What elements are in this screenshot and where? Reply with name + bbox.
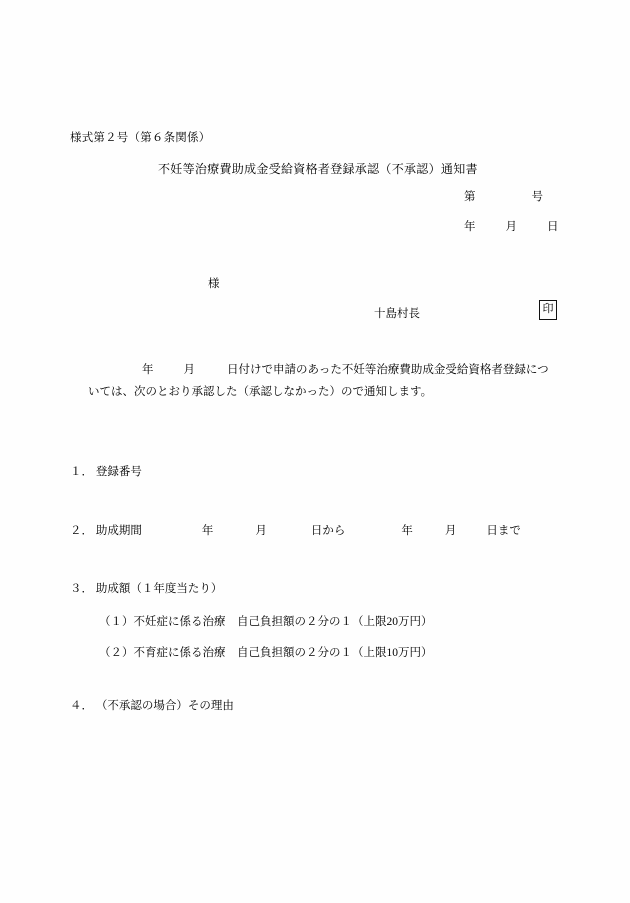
item-3-sub-1: （１）不妊症に係る治療 自己負担額の２分の１（上限20万円） [99,616,433,628]
form-number: 様式第２号（第６条関係） [70,132,211,144]
item-2-year-1: 年 [201,525,214,537]
issue-date-line [464,218,559,234]
body-paragraph-line-2: いては、次のとおり承認した（承認しなかった）ので通知します。 [88,386,433,398]
number-prefix: 第 [464,191,476,203]
item-2 [70,522,521,538]
item-2-label: ２． [70,525,93,537]
item-2-year-2: 年 [401,525,413,537]
item-1 [70,463,142,479]
item-2-month-2: 月 [444,525,457,537]
addressee-label: 様 [208,278,220,290]
seal-stamp-box: 印 [539,300,557,320]
item-1-label: １． [70,466,93,478]
issue-date-year: 年 [464,221,476,233]
item-4-label: ４． [70,700,93,712]
issue-date-month: 月 [505,221,517,233]
document-title: 不妊等治療費助成金受給資格者登録承認（不承認）通知書 [158,162,478,176]
item-1-text: 登録番号 [95,466,142,478]
item-3-text: 助成額（１年度当たり） [95,583,223,595]
item-2-day-2: 日まで [486,525,521,537]
item-2-day-1: 日から [310,525,346,537]
item-4 [70,697,234,713]
number-suffix: 号 [531,191,543,203]
number-line [464,188,543,204]
body-paragraph-line-1 [142,361,549,377]
item-2-month-1: 月 [255,525,267,537]
item-3 [70,580,222,596]
item-4-text: （不承認の場合）その理由 [95,700,234,712]
body-year: 年 [142,364,154,376]
body-line1-text: 日付けで申請のあった不妊等治療費助成金受給資格者登録につ [227,364,549,376]
item-3-label: ３． [70,583,93,595]
item-2-text: 助成期間 [95,525,142,537]
issue-date-day: 日 [547,221,559,233]
item-3-sub-2: （２）不育症に係る治療 自己負担額の２分の１（上限10万円） [99,647,433,659]
issuer-name: 十島村長 [374,308,420,320]
body-month: 月 [183,364,195,376]
